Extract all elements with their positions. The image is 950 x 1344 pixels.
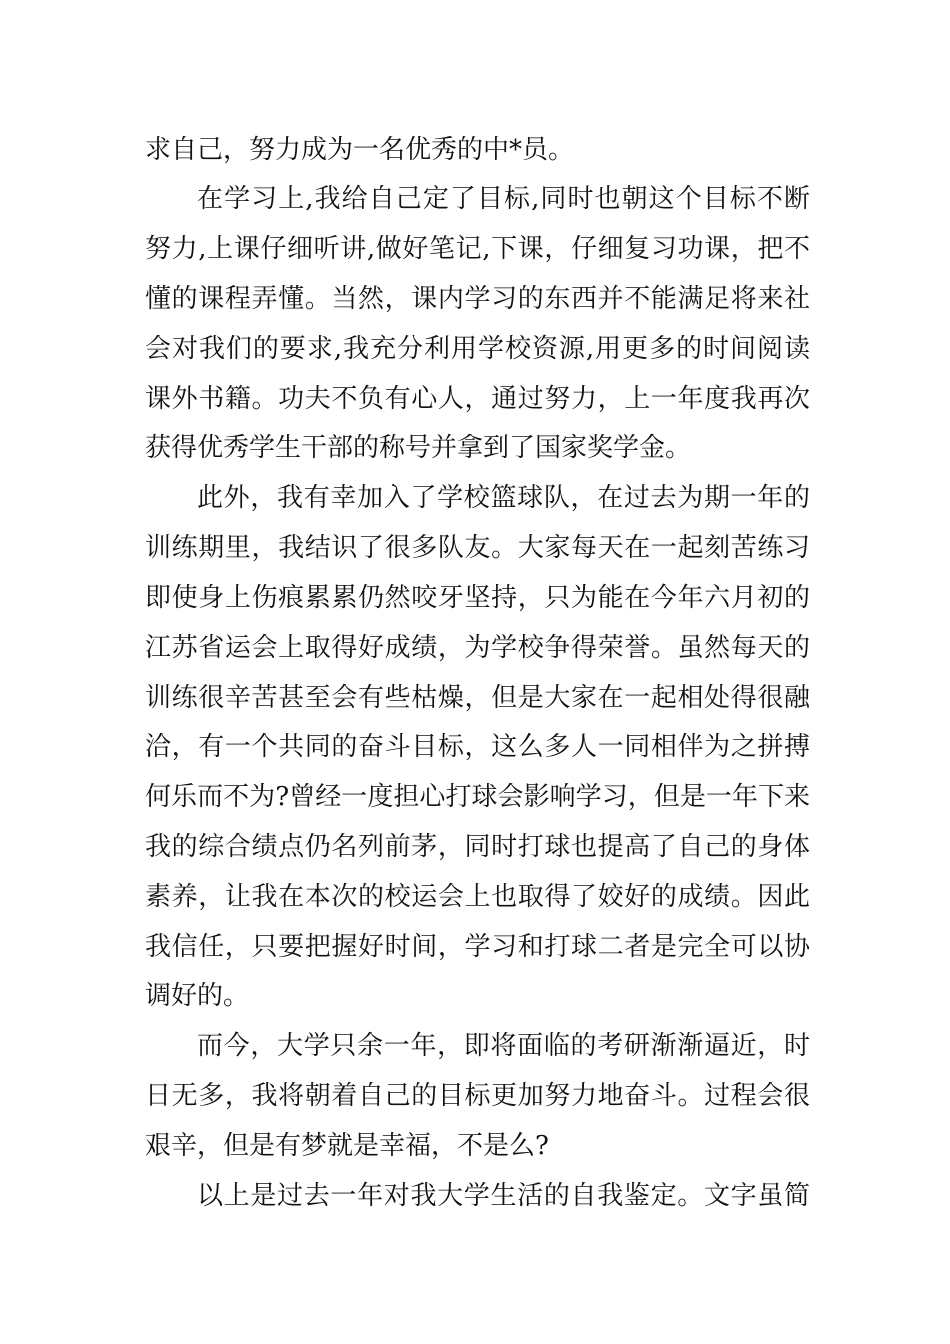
text-line: 课外书籍。功夫不负有心人，通过努力，上一年度我再次: [145, 384, 810, 414]
text-line: 素养，让我在本次的校运会上也取得了姣好的成绩。因此: [145, 882, 810, 912]
text-line: 我信任，只要把握好时间，学习和打球二者是完全可以协: [145, 932, 810, 962]
text-line: 艰辛，但是有梦就是幸福，不是么?: [145, 1131, 549, 1161]
text-line: 日无多，我将朝着自己的目标更加努力地奋斗。过程会很: [145, 1081, 810, 1111]
text-line: 我的综合绩点仍名列前茅，同时打球也提高了自己的身体: [145, 832, 810, 862]
paragraph-first-line: 在学习上,我给自己定了目标,同时也朝这个目标不断: [197, 184, 810, 214]
paragraph-first-line: 而今，大学只余一年，即将面临的考研渐渐逼近，时: [197, 1031, 810, 1061]
paragraph-first-line: 此外，我有幸加入了学校篮球队，在过去为期一年的: [197, 483, 810, 513]
text-line: 懂的课程弄懂。当然，课内学习的东西并不能满足将来社: [145, 284, 810, 314]
text-line: 训练期里，我结识了很多队友。大家每天在一起刻苦练习: [145, 533, 810, 563]
text-line: 获得优秀学生干部的称号并拿到了国家奖学金。: [145, 433, 692, 463]
text-line: 何乐而不为?曾经一度担心打球会影响学习，但是一年下来: [145, 782, 810, 812]
paragraph-first-line: 以上是过去一年对我大学生活的自我鉴定。文字虽简: [197, 1181, 810, 1211]
text-line: 即使身上伤痕累累仍然咬牙坚持，只为能在今年六月初的: [145, 583, 810, 613]
text-line: 会对我们的要求,我充分利用学校资源,用更多的时间阅读: [145, 334, 810, 364]
text-line: 江苏省运会上取得好成绩，为学校争得荣誉。虽然每天的: [145, 633, 810, 663]
text-line: 努力,上课仔细听讲,做好笔记,下课，仔细复习功课，把不: [145, 234, 810, 264]
text-line: 训练很辛苦甚至会有些枯燥，但是大家在一起相处得很融: [145, 683, 810, 713]
text-line: 求自己，努力成为一名优秀的中*员。: [145, 135, 575, 165]
text-line: 调好的。: [145, 981, 250, 1011]
text-line: 洽，有一个共同的奋斗目标，这么多人一同相伴为之拼搏: [145, 732, 810, 762]
